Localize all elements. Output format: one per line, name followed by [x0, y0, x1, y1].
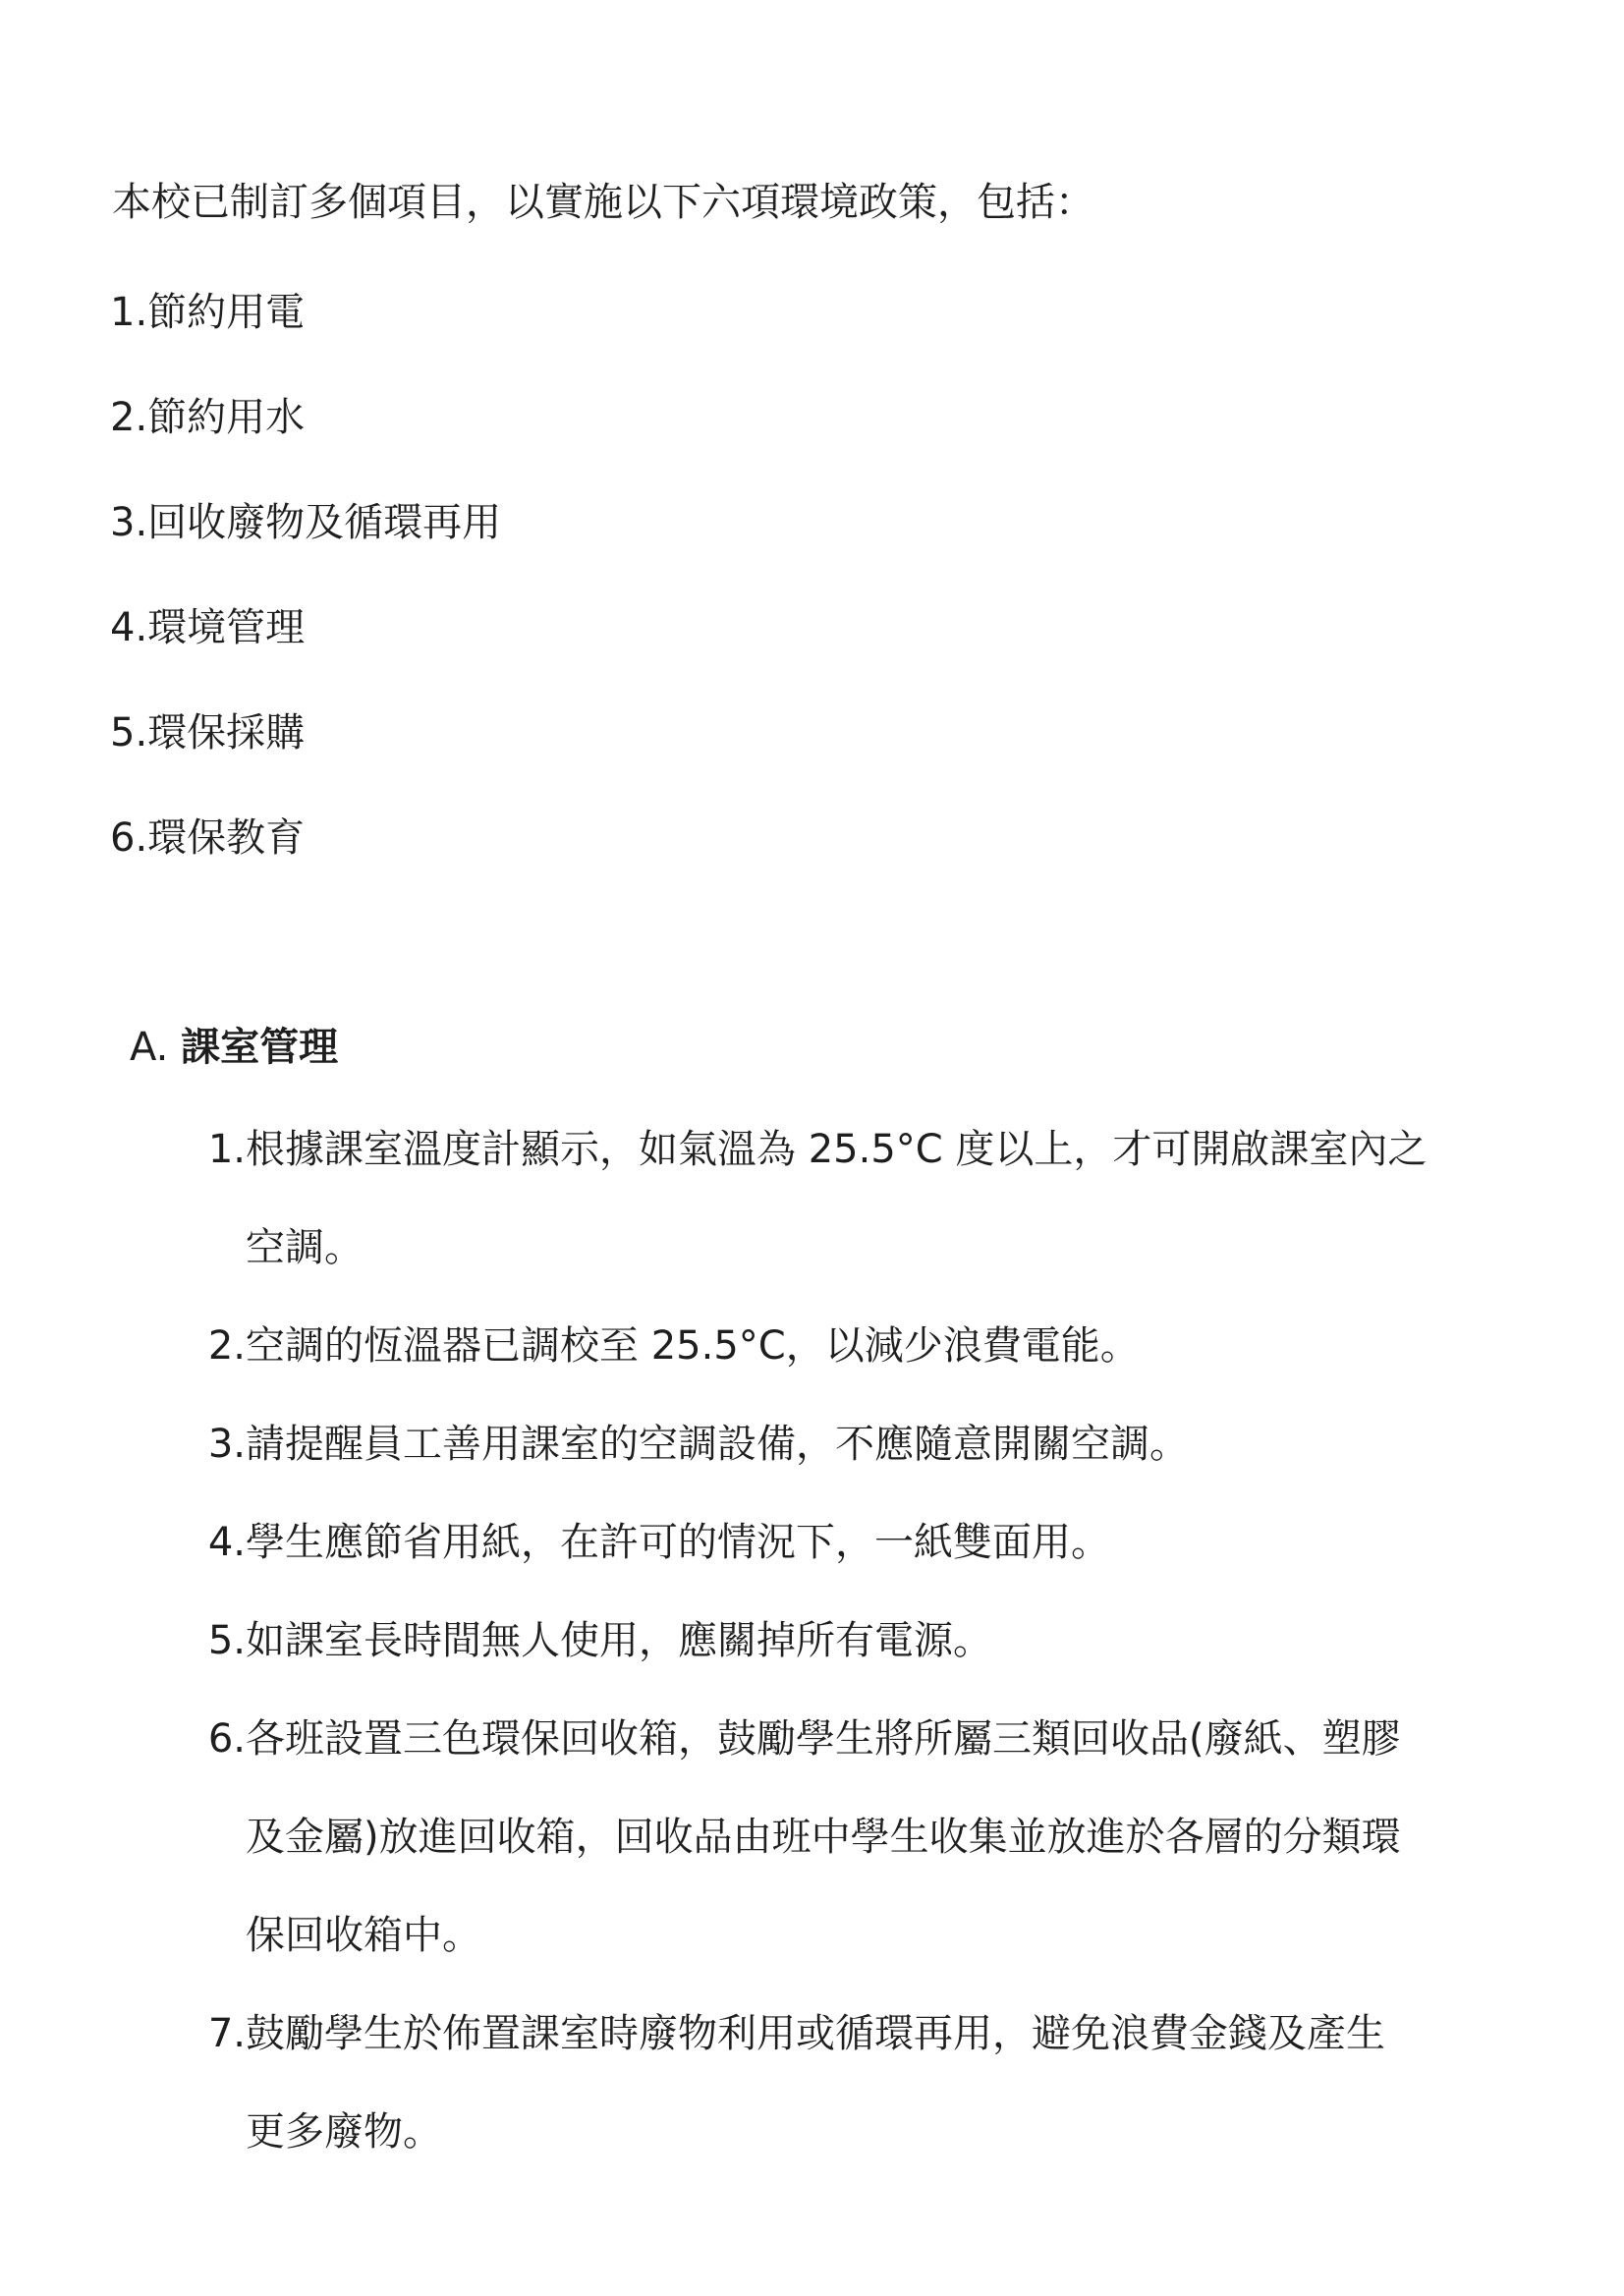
intro-paragraph: 本校已制訂多個項目，以實施以下六項環境政策，包括：: [112, 180, 1094, 225]
policy-item: 6.環保教育: [110, 815, 306, 861]
rule-line: 空調的恆溫器已調校至 25.5°C，以減少浪費電能。: [246, 1323, 1140, 1369]
rule-item: [196, 1985, 1552, 2181]
section-heading: [130, 1020, 338, 1075]
rule-line: 根據課室溫度計顯示，如氣溫為 25.5°C 度以上，才可開啟課室內之: [246, 1127, 1428, 1172]
policy-list: [110, 285, 501, 916]
rule-number: 6.: [207, 1716, 246, 1762]
rule-number: 3.: [207, 1422, 246, 1467]
policy-item: 3.回收廢物及循環再用: [110, 500, 502, 545]
rule-line: 保回收箱中。: [246, 1913, 481, 1958]
section-prefix: A.: [130, 1025, 169, 1070]
policy-item: 1.節約用電: [110, 290, 306, 335]
policy-item: 5.環保採購: [110, 710, 306, 756]
rule-item: [196, 1100, 1552, 1297]
rule-line: 請提醒員工善用課室的空調設備，不應隨意開關空調。: [246, 1422, 1189, 1467]
rule-line: 如課室長時間無人使用，應關掉所有電源。: [246, 1618, 992, 1663]
rule-item: [196, 1395, 1552, 1493]
rule-line: 學生應節省用紙，在許可的情況下，一紙雙面用。: [246, 1520, 1110, 1565]
rule-item: [196, 1690, 1552, 1985]
section-title: 課室管理: [181, 1025, 339, 1070]
rule-line: 空調。: [246, 1225, 364, 1270]
policy-item: 4.環境管理: [110, 605, 306, 650]
rule-item: [196, 1297, 1552, 1395]
rule-line: 及金屬)放進回收箱，回收品由班中學生收集並放進於各層的分類環: [246, 1815, 1401, 1860]
policy-item: 2.節約用水: [110, 395, 306, 440]
rule-number: 2.: [207, 1323, 246, 1369]
rule-number: 5.: [207, 1618, 246, 1663]
rule-number: 4.: [207, 1520, 246, 1565]
rule-line: 鼓勵學生於佈置課室時廢物利用或循環再用，避免浪費金錢及產生: [246, 2011, 1385, 2056]
rule-line: 各班設置三色環保回收箱，鼓勵學生將所屬三類回收品(廢紙、塑膠: [246, 1716, 1401, 1762]
rule-number: 7.: [207, 2011, 246, 2056]
rule-number: 1.: [207, 1127, 246, 1172]
rule-item: [196, 1592, 1552, 1690]
rule-item: [196, 1493, 1552, 1592]
rule-line: 更多廢物。: [246, 2109, 442, 2155]
